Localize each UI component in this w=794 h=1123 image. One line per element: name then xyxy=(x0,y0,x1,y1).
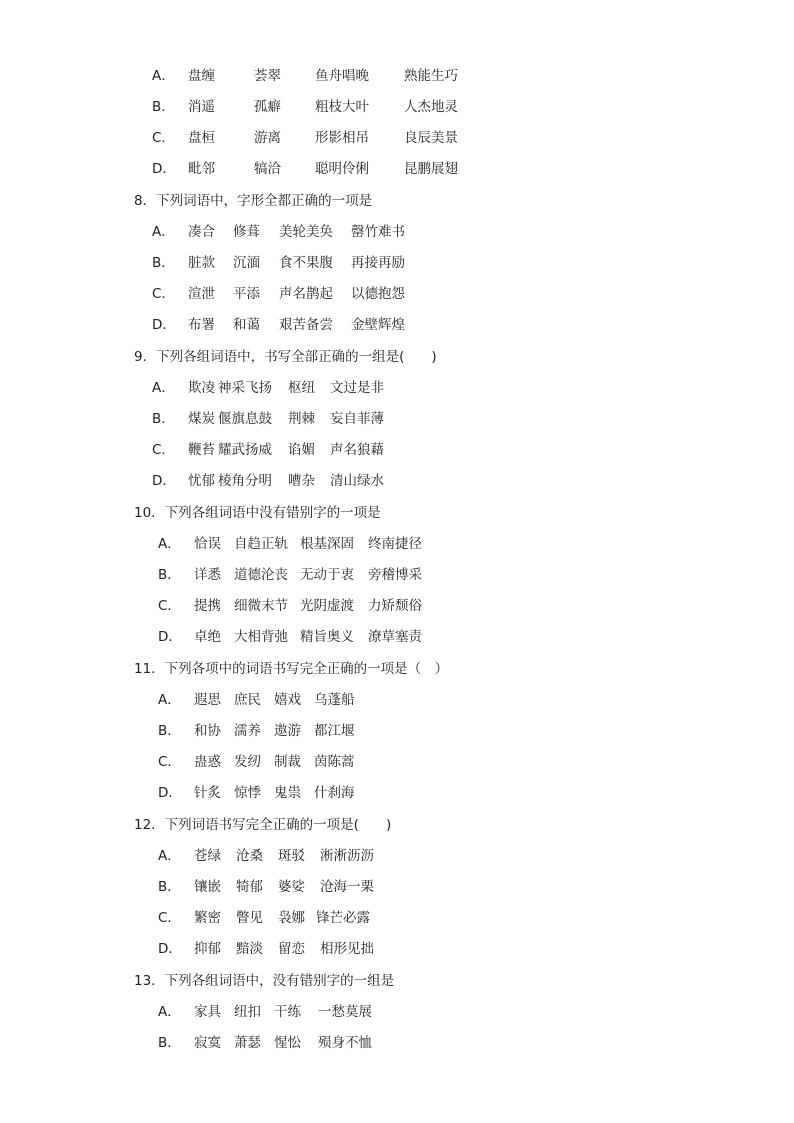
option-term: 自趋正轨 xyxy=(234,536,288,552)
option-term: 大相背弛 xyxy=(234,629,288,645)
option-term: 茵陈蒿 xyxy=(314,754,355,770)
option-term: 盘桓 xyxy=(188,130,215,146)
option-term: 惊悸 xyxy=(234,785,261,801)
option-term: 罄竹难书 xyxy=(351,224,405,240)
option-term: 和蔼 xyxy=(233,317,260,333)
option-term: 艰苦备尝 xyxy=(279,317,333,333)
q8-option-a xyxy=(152,222,405,242)
option-term: 针炙 xyxy=(194,785,221,801)
option-letter: B． xyxy=(158,1035,181,1051)
option-term: 光阴虚渡 xyxy=(300,598,354,614)
option-term: 潦草塞责 xyxy=(368,629,422,645)
option-term: 良辰美景 xyxy=(404,130,458,146)
q12-option-c xyxy=(158,908,370,928)
option-letter: A． xyxy=(152,224,175,240)
option-term: 食不果腹 xyxy=(279,255,333,271)
option-letter: B． xyxy=(158,879,181,895)
option-term: 濡养 xyxy=(234,723,261,739)
option-term: 耀武扬威 xyxy=(218,442,272,458)
option-term: 美轮美奂 xyxy=(279,224,333,240)
option-term: 枢纽 xyxy=(288,380,315,396)
option-term: 乌蓬船 xyxy=(314,692,355,708)
option-term: 嬉戏 xyxy=(274,692,301,708)
option-term: 锋芒必露 xyxy=(316,910,370,926)
option-letter: C． xyxy=(152,286,175,302)
option-letter: D． xyxy=(158,785,182,801)
q10-option-b xyxy=(158,565,422,585)
option-term: 声名鹊起 xyxy=(279,286,333,302)
q8-option-d xyxy=(152,315,405,335)
q7-option-a xyxy=(152,66,458,86)
option-term: 斑驳 xyxy=(278,848,305,864)
option-term: 终南捷径 xyxy=(368,536,422,552)
option-term: 犒洽 xyxy=(254,161,281,177)
option-term: 干练 xyxy=(274,1004,301,1020)
option-term: 都江堰 xyxy=(314,723,355,739)
option-term: 金壁辉煌 xyxy=(351,317,405,333)
q12-option-d xyxy=(158,939,374,959)
q10-option-c xyxy=(158,596,422,616)
option-term: 昆鹏展翅 xyxy=(404,161,458,177)
option-term: 游离 xyxy=(254,130,281,146)
option-term: 卓绝 xyxy=(194,629,221,645)
option-term: 一愁莫展 xyxy=(318,1004,372,1020)
option-term: 无动于衷 xyxy=(300,567,354,583)
option-term: 详悉 xyxy=(194,567,221,583)
q13-option-a xyxy=(158,1002,372,1022)
q9-option-d xyxy=(152,471,384,491)
option-term: 淅淅沥沥 xyxy=(320,848,374,864)
option-letter: C． xyxy=(152,442,175,458)
option-term: 聪明伶俐 xyxy=(315,161,369,177)
option-letter: C． xyxy=(152,130,175,146)
option-term: 相形见拙 xyxy=(320,941,374,957)
option-term: 孤癖 xyxy=(254,99,281,115)
option-term: 婆娑 xyxy=(278,879,305,895)
option-term: 沧桑 xyxy=(236,848,263,864)
q13-stem: 13．下列各组词语中，没有错别字的一组是 xyxy=(134,973,395,989)
option-letter: B． xyxy=(158,723,181,739)
q12-option-a xyxy=(158,846,374,866)
option-term: 盘缠 xyxy=(188,68,215,84)
option-term: 抑郁 xyxy=(194,941,221,957)
option-letter: A． xyxy=(152,380,175,396)
option-term: 以德抱怨 xyxy=(351,286,405,302)
option-letter: C． xyxy=(158,598,181,614)
option-letter: B． xyxy=(152,255,175,271)
option-term: 文过是非 xyxy=(330,380,384,396)
q12-option-b xyxy=(158,877,374,897)
q11-option-b xyxy=(158,721,355,741)
option-term: 家具 xyxy=(194,1004,221,1020)
option-letter: C． xyxy=(158,910,181,926)
option-term: 平添 xyxy=(233,286,260,302)
option-term: 修葺 xyxy=(233,224,260,240)
option-term: 凑合 xyxy=(188,224,215,240)
option-term: 繁密 xyxy=(194,910,221,926)
q9-option-b xyxy=(152,409,384,429)
q11-option-d xyxy=(158,783,355,803)
option-term: 镶嵌 xyxy=(194,879,221,895)
q9-option-a xyxy=(152,378,384,398)
option-letter: C． xyxy=(158,754,181,770)
option-term: 瞥见 xyxy=(236,910,263,926)
option-term: 道德沦丧 xyxy=(234,567,288,583)
option-term: 蛊惑 xyxy=(194,754,221,770)
option-term: 荆棘 xyxy=(288,411,315,427)
option-term: 制裁 xyxy=(274,754,301,770)
option-term: 毗邻 xyxy=(188,161,215,177)
option-term: 消遥 xyxy=(188,99,215,115)
option-term: 再接再励 xyxy=(351,255,405,271)
option-letter: A． xyxy=(158,1004,181,1020)
q10-option-a xyxy=(158,534,422,554)
option-letter: D． xyxy=(152,473,176,489)
option-letter: D． xyxy=(158,629,182,645)
option-letter: B． xyxy=(152,411,175,427)
option-letter: B． xyxy=(158,567,181,583)
option-term: 脏款 xyxy=(188,255,215,271)
option-letter: A． xyxy=(158,692,181,708)
q7-option-c xyxy=(152,128,458,148)
q8-option-c xyxy=(152,284,405,304)
option-term: 留恋 xyxy=(278,941,305,957)
option-term: 荟翠 xyxy=(254,68,281,84)
q12-stem: 12．下列词语书写完全正确的一项是( ) xyxy=(134,817,392,833)
option-term: 谄媚 xyxy=(288,442,315,458)
option-term: 庶民 xyxy=(234,692,261,708)
option-term: 遨游 xyxy=(274,723,301,739)
option-term: 寂寞 xyxy=(194,1035,221,1051)
option-letter: B． xyxy=(152,99,175,115)
q7-option-b xyxy=(152,97,458,117)
q13-option-b xyxy=(158,1033,372,1053)
option-term: 什刹海 xyxy=(314,785,355,801)
option-term: 提携 xyxy=(194,598,221,614)
option-term: 和协 xyxy=(194,723,221,739)
option-letter: D． xyxy=(158,941,182,957)
q9-option-c xyxy=(152,440,384,460)
option-term: 殒身不恤 xyxy=(318,1035,372,1051)
q8-stem: 8．下列词语中，字形全都正确的一项是 xyxy=(134,193,373,209)
option-term: 布署 xyxy=(188,317,215,333)
option-letter: D． xyxy=(152,317,176,333)
option-term: 神采飞扬 xyxy=(218,380,272,396)
option-term: 粗枝大叶 xyxy=(315,99,369,115)
option-term: 细微末节 xyxy=(234,598,288,614)
option-term: 清山绿水 xyxy=(330,473,384,489)
option-letter: A． xyxy=(158,536,181,552)
option-term: 沧海一栗 xyxy=(320,879,374,895)
option-term: 嘈杂 xyxy=(288,473,315,489)
option-term: 熟能生巧 xyxy=(404,68,458,84)
option-term: 力矫颓俗 xyxy=(368,598,422,614)
option-term: 袅娜 xyxy=(278,910,305,926)
q10-stem: 10．下列各组词语中没有错别字的一项是 xyxy=(134,505,381,521)
q11-option-a xyxy=(158,690,355,710)
option-term: 黯淡 xyxy=(236,941,263,957)
option-term: 人杰地灵 xyxy=(404,99,458,115)
option-term: 忧郁 xyxy=(188,473,215,489)
option-letter: A． xyxy=(152,68,175,84)
q9-stem: 9．下列各组词语中，书写全部正确的一组是( ) xyxy=(134,349,437,365)
option-term: 纽扣 xyxy=(234,1004,261,1020)
q7-option-d xyxy=(152,159,458,179)
q10-option-d xyxy=(158,627,422,647)
q11-stem: 11．下列各项中的词语书写完全正确的一项是（ ） xyxy=(134,661,449,677)
option-term: 遐思 xyxy=(194,692,221,708)
option-term: 棱角分明 xyxy=(218,473,272,489)
option-term: 鬼祟 xyxy=(274,785,301,801)
option-term: 渲泄 xyxy=(188,286,215,302)
option-term: 煤炭 xyxy=(188,411,215,427)
option-term: 旁稽博采 xyxy=(368,567,422,583)
option-term: 妄自菲薄 xyxy=(330,411,384,427)
option-term: 声名狼藉 xyxy=(330,442,384,458)
option-term: 惺忪 xyxy=(274,1035,301,1051)
option-term: 苍绿 xyxy=(194,848,221,864)
option-term: 根基深固 xyxy=(300,536,354,552)
q11-option-c xyxy=(158,752,355,772)
option-term: 欺凌 xyxy=(188,380,215,396)
q8-option-b xyxy=(152,253,405,273)
option-term: 恰误 xyxy=(194,536,221,552)
option-term: 偃旗息鼓 xyxy=(218,411,272,427)
option-letter: A． xyxy=(158,848,181,864)
option-term: 犄郁 xyxy=(236,879,263,895)
option-term: 鞭苔 xyxy=(188,442,215,458)
option-term: 形影相吊 xyxy=(315,130,369,146)
option-term: 精旨奥义 xyxy=(300,629,354,645)
option-term: 鱼舟唱晚 xyxy=(315,68,369,84)
option-term: 沉湎 xyxy=(233,255,260,271)
option-term: 发纫 xyxy=(234,754,261,770)
option-term: 萧瑟 xyxy=(234,1035,261,1051)
option-letter: D． xyxy=(152,161,176,177)
